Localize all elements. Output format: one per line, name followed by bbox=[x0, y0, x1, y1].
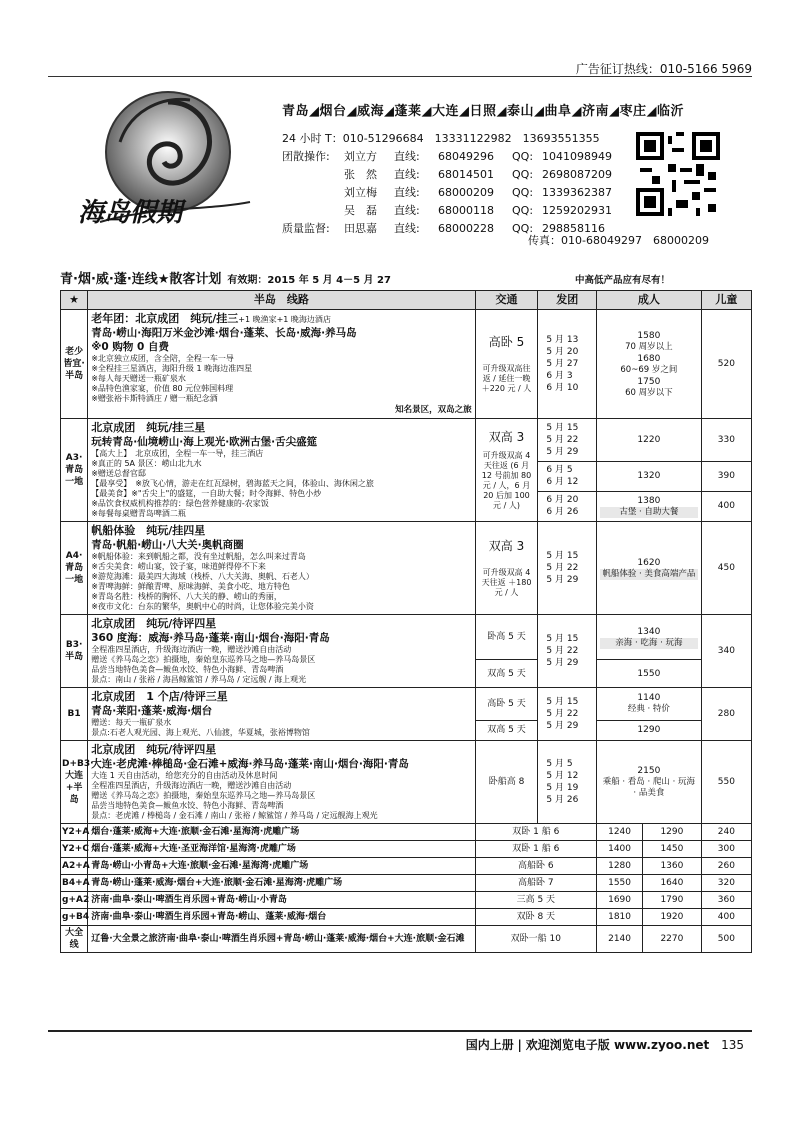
page-number: 135 bbox=[721, 1038, 744, 1052]
route-code: D+B3·大连+半岛 bbox=[61, 741, 88, 824]
child-price: 340 bbox=[701, 615, 751, 688]
tour-table bbox=[60, 290, 752, 953]
adult-price: 1290 bbox=[643, 824, 702, 841]
departure-dates: 5 月 13 5 月 20 5 月 27 6 月 3 6 月 10 bbox=[538, 310, 597, 419]
table-row bbox=[61, 909, 752, 926]
transport-cell: 双卧 8 天 bbox=[475, 909, 596, 926]
table-row bbox=[61, 858, 752, 875]
col-header-transport: 交通 bbox=[475, 291, 538, 310]
adult-price: 1580 70 周岁以上 1680 60~69 岁之间 1750 60 周岁以下 bbox=[597, 310, 702, 419]
transport-cell: 高船卧 6 bbox=[475, 858, 596, 875]
transport-cell: 卧高 5 天 bbox=[475, 615, 538, 660]
route-detail: 帆船体验 纯玩/挂四星 青岛·帆船·崂山·八大关·奥帆商圈 ※帆船体验：来到帆船之都，没有坐过帆船，怎么叫来过青岛 ※舌尖美食：崂山宴，饺子宴，味道鲜得停不下来 ※游览海滩：最美四大海域（栈桥、八大关海、奥帆、石老人） ※青啤海鲜：鲜酿青啤、原味海鲜、美食小吃、地方特色 ※青岛名胜：栈桥的胸怀、八大关的静、崂山的秀丽， ※夜市文化：台东的繁华，奥帆中心的时尚，让您体验完美小资 bbox=[88, 522, 475, 615]
footer-website[interactable]: 欢迎浏览电子版 www.zyoo.net bbox=[525, 1038, 710, 1052]
qr-code-icon[interactable] bbox=[636, 132, 720, 216]
col-header-child: 儿童 bbox=[701, 291, 751, 310]
departure-dates: 5 月 15 5 月 22 5 月 29 bbox=[538, 522, 597, 615]
footer-section: 国内上册 bbox=[465, 1038, 514, 1052]
table-row bbox=[61, 841, 752, 858]
route-code: B3·半岛 bbox=[61, 615, 88, 688]
footer-separator: | bbox=[517, 1038, 522, 1052]
route-code: A2+A bbox=[61, 858, 88, 875]
child-price: 500 bbox=[701, 926, 751, 953]
transport-cell: 双卧一船 10 bbox=[475, 926, 596, 953]
adult-price: 1810 bbox=[597, 909, 643, 926]
adult-price: 1360 bbox=[643, 858, 702, 875]
adult-price: 1340 亲海 · 吃海 · 玩海 bbox=[597, 615, 702, 660]
transport-cell: 双高 5 天 bbox=[475, 720, 538, 740]
adult-price: 1400 bbox=[597, 841, 643, 858]
table-row bbox=[61, 926, 752, 953]
child-price: 330 bbox=[701, 419, 751, 462]
adult-price: 1380 古堡 · 自助大餐 bbox=[597, 491, 702, 521]
footer bbox=[466, 1036, 744, 1053]
adult-price: 1140 经典 · 特价 bbox=[597, 688, 702, 721]
route-code: A3·青岛一地 bbox=[61, 419, 88, 522]
plan-note: 中高低产品应有尽有！ bbox=[575, 275, 671, 286]
departure-dates: 6 月 5 6 月 12 bbox=[538, 461, 597, 491]
hotline-24h: 24 小时 T：010-51296684 13331122982 13693551355 bbox=[282, 132, 600, 145]
route-code: g+B4 bbox=[61, 909, 88, 926]
table-row bbox=[61, 741, 752, 824]
table-row bbox=[61, 310, 752, 419]
child-price: 520 bbox=[701, 310, 751, 419]
departure-dates: 5 月 15 5 月 22 5 月 29 bbox=[538, 419, 597, 462]
transport-cell: 卧船高 8 bbox=[475, 741, 538, 824]
route-detail: 济南·曲阜·泰山·啤酒生肖乐园+青岛·崂山·小青岛 bbox=[88, 892, 475, 909]
route-code: B4+A bbox=[61, 875, 88, 892]
route-detail: 济南·曲阜·泰山·啤酒生肖乐园+青岛·崂山、蓬莱·威海·烟台 bbox=[88, 909, 475, 926]
child-price: 400 bbox=[701, 909, 751, 926]
adult-price: 1320 bbox=[597, 461, 702, 491]
logo bbox=[60, 82, 280, 252]
departure-dates: 5 月 15 5 月 22 5 月 29 bbox=[538, 688, 597, 741]
ad-hotline: 广告征订热线：010-5166 5969 bbox=[575, 62, 752, 76]
table-row bbox=[61, 615, 752, 660]
child-price: 390 bbox=[701, 461, 751, 491]
route-detail: 北京成团 纯玩/挂三星 玩转青岛·仙境崂山·海上观光·欧洲古堡·舌尖盛筵 【高大上】 北京成团，全程一车一导，挂三酒店 ※真正的 5A 景区：崂山北九水 ※赠送总督官邸 【最享受】 ※放飞心情，游走在红瓦绿树，碧海蓝天之间，体验山、海休闲之旅 【最美食】※"舌尖上"的盛筵，一自助大餐；时令海鲜、特色小炒 ※品饮食权威机构推荐的：绿色营养健康的-农家饭 ※每餐每桌赠青岛啤酒二瓶 bbox=[88, 419, 475, 522]
route-detail: 北京成团 1 个店/待评三星 青岛·莱阳·蓬莱·威海·烟台 赠送：每天一瓶矿泉水 景点:石老人观光园、海上观光、八仙渡，华夏城，张裕博物馆 bbox=[88, 688, 475, 741]
route-code: g+A2 bbox=[61, 892, 88, 909]
adult-price: 1220 bbox=[597, 419, 702, 462]
table-row bbox=[61, 892, 752, 909]
adult-price: 1290 bbox=[597, 720, 702, 740]
table-row bbox=[61, 522, 752, 615]
table-row bbox=[61, 419, 752, 462]
table-header-row bbox=[61, 291, 752, 310]
route-code: 老少皆宜·半岛 bbox=[61, 310, 88, 419]
child-price: 320 bbox=[701, 875, 751, 892]
agency-header bbox=[60, 82, 750, 252]
transport-cell: 双卧 1 船 6 bbox=[475, 841, 596, 858]
col-header-departure: 发团 bbox=[538, 291, 597, 310]
table-row bbox=[61, 875, 752, 892]
transport-cell: 双高 3 可升级双高 4 天往返 ＋180 元 / 人 bbox=[475, 522, 538, 615]
col-header-adult: 成人 bbox=[597, 291, 702, 310]
route-detail: 辽鲁·大全景之旅济南·曲阜·泰山·啤酒生肖乐园+青岛·崂山·蓬莱·威海·烟台+大连·旅顺·金石滩 bbox=[88, 926, 475, 953]
footer-divider bbox=[48, 1030, 752, 1032]
table-row bbox=[61, 824, 752, 841]
departure-dates: 5 月 5 5 月 12 5 月 19 5 月 26 bbox=[538, 741, 597, 824]
adult-price: 1450 bbox=[643, 841, 702, 858]
contact-row: 质量监督: 田思嘉 直线: 68000228 QQ: 298858116 bbox=[282, 222, 605, 235]
adult-price: 1690 bbox=[597, 892, 643, 909]
adult-price: 1620 帆船体验 · 美食高端产品 bbox=[597, 522, 702, 615]
adult-price: 1920 bbox=[643, 909, 702, 926]
transport-cell: 双卧 1 船 6 bbox=[475, 824, 596, 841]
departure-dates: 5 月 15 5 月 22 5 月 29 bbox=[538, 615, 597, 688]
route-detail: 青岛·崂山·小青岛+大连·旅顺·金石滩·星海湾·虎雕广场 bbox=[88, 858, 475, 875]
table-row bbox=[61, 688, 752, 721]
transport-cell: 三高 5 天 bbox=[475, 892, 596, 909]
child-price: 400 bbox=[701, 491, 751, 521]
adult-price: 2140 bbox=[597, 926, 643, 953]
route-code: Y2+C bbox=[61, 841, 88, 858]
route-code: A4·青岛一地 bbox=[61, 522, 88, 615]
adult-price: 1240 bbox=[597, 824, 643, 841]
transport-cell: 高船卧 7 bbox=[475, 875, 596, 892]
contact-row: 团散操作: 刘立方 直线: 68049296 QQ: 1041098949 bbox=[282, 150, 612, 163]
adult-price: 1280 bbox=[597, 858, 643, 875]
plan-validity: 有效期：2015 年 5 月 4－5 月 27 bbox=[227, 275, 391, 286]
child-price: 450 bbox=[701, 522, 751, 615]
route-detail: 老年团：北京成团 纯玩/挂三+1 晚渔家+1 晚海边酒店 青岛·崂山·海阳万米金沙滩·烟台·蓬莱、长岛·威海·养马岛 ※0 购物 0 自费 ※北京独立成团，含全陪，全程一车一导 ※全程挂三星酒店，海阳升级 1 晚海边准四星 ※每人每天赠送一瓶矿泉水 ※品特色渔家宴，价值 80 元位韩国料理 ※赠张裕卡斯特酒庄 / 赠一瓶纪念酒 知名景区，双岛之旅 bbox=[88, 310, 475, 419]
route-detail: 烟台·蓬莱·威海+大连·旅顺·金石滩·星海湾·虎雕广场 bbox=[88, 824, 475, 841]
destination-list: 青岛◢烟台◢威海◢蓬莱◢大连◢日照◢泰山◢曲阜◢济南◢枣庄◢临沂 bbox=[282, 104, 684, 119]
route-detail: 北京成团 纯玩/待评四星 大连·老虎滩·棒槌岛·金石滩+威海·养马岛·蓬莱·南山·烟台·海阳·青岛 大连 1 天自由活动，给您充分的自由活动及休息时间 全程准四星酒店，升级海边酒店一晚，赠送沙滩自由活动 赠送《养马岛之恋》拍摄地，秦始皇东巡养马之地—养马岛景区 品尝当地特色美食—鲅鱼水饺、特色小海鲜、青岛啤酒 景点：老虎滩 / 棒槌岛 / 金石滩 / 南山 / 张裕 / 鲸鲨馆 / 养马岛 / 定远舰海上观光 bbox=[88, 741, 475, 824]
child-price: 260 bbox=[701, 858, 751, 875]
adult-price: 1640 bbox=[643, 875, 702, 892]
fax-number: 传真：010-68049297 68000209 bbox=[528, 234, 709, 247]
col-header-route: 半岛 线路 bbox=[88, 291, 475, 310]
route-detail: 烟台·蓬莱·威海+大连·圣亚海洋馆·星海湾·虎雕广场 bbox=[88, 841, 475, 858]
child-price: 360 bbox=[701, 892, 751, 909]
adult-price: 1550 bbox=[597, 875, 643, 892]
transport-cell: 双高 3 可升级双高 4 天往返 (6 月 12 号前加 80 元 / 人，6 月 20 后加 100 元 / 人) bbox=[475, 419, 538, 522]
adult-price: 2150 乘船 · 看岛 · 爬山 · 玩海 · 品美食 bbox=[597, 741, 702, 824]
route-detail: 青岛·崂山·蓬莱·威海·烟台+大连·旅顺·金石滩·星海湾·虎雕广场 bbox=[88, 875, 475, 892]
transport-cell: 高卧 5 天 bbox=[475, 688, 538, 721]
route-code: 大全线 bbox=[61, 926, 88, 953]
child-price: 300 bbox=[701, 841, 751, 858]
brand-name: 海岛假期 bbox=[78, 198, 183, 228]
child-price: 550 bbox=[701, 741, 751, 824]
child-price: 280 bbox=[701, 688, 751, 741]
route-detail: 北京成团 纯玩/待评四星 360 度海：威海·养马岛·蓬莱·南山·烟台·海阳·青岛 全程准四星酒店，升级海边酒店一晚，赠送沙滩自由活动 赠送《养马岛之恋》拍摄地，秦始皇东巡养马之地—养马岛景区 品尝当地特色美食—鲅鱼水饺、特色小海鲜、青岛啤酒 景点：南山 / 张裕 / 海昌鲸鲨馆 / 养马岛 / 定远舰 / 海上观光 bbox=[88, 615, 475, 688]
route-code: Y2+A bbox=[61, 824, 88, 841]
departure-dates: 6 月 20 6 月 26 bbox=[538, 491, 597, 521]
child-price: 240 bbox=[701, 824, 751, 841]
transport-cell: 高卧 5 可升级双高往返 / 延住一晚 ＋220 元 / 人 bbox=[475, 310, 538, 419]
plan-title: 青·烟·威·蓬·连线★散客计划 有效期：2015 年 5 月 4－5 月 27 bbox=[60, 272, 391, 287]
contact-row: 张 然 直线: 68014501 QQ: 2698087209 bbox=[344, 168, 612, 181]
adult-price: 1790 bbox=[643, 892, 702, 909]
contact-list bbox=[282, 148, 612, 238]
top-divider bbox=[48, 76, 752, 77]
transport-cell: 双高 5 天 bbox=[475, 660, 538, 688]
contact-row: 吴 磊 直线: 68000118 QQ: 1259202931 bbox=[344, 204, 612, 217]
adult-price: 2270 bbox=[643, 926, 702, 953]
contact-row: 刘立梅 直线: 68000209 QQ: 1339362387 bbox=[344, 186, 612, 199]
adult-price: 1550 bbox=[597, 660, 702, 688]
route-code: B1 bbox=[61, 688, 88, 741]
col-header-star: ★ bbox=[61, 291, 88, 310]
